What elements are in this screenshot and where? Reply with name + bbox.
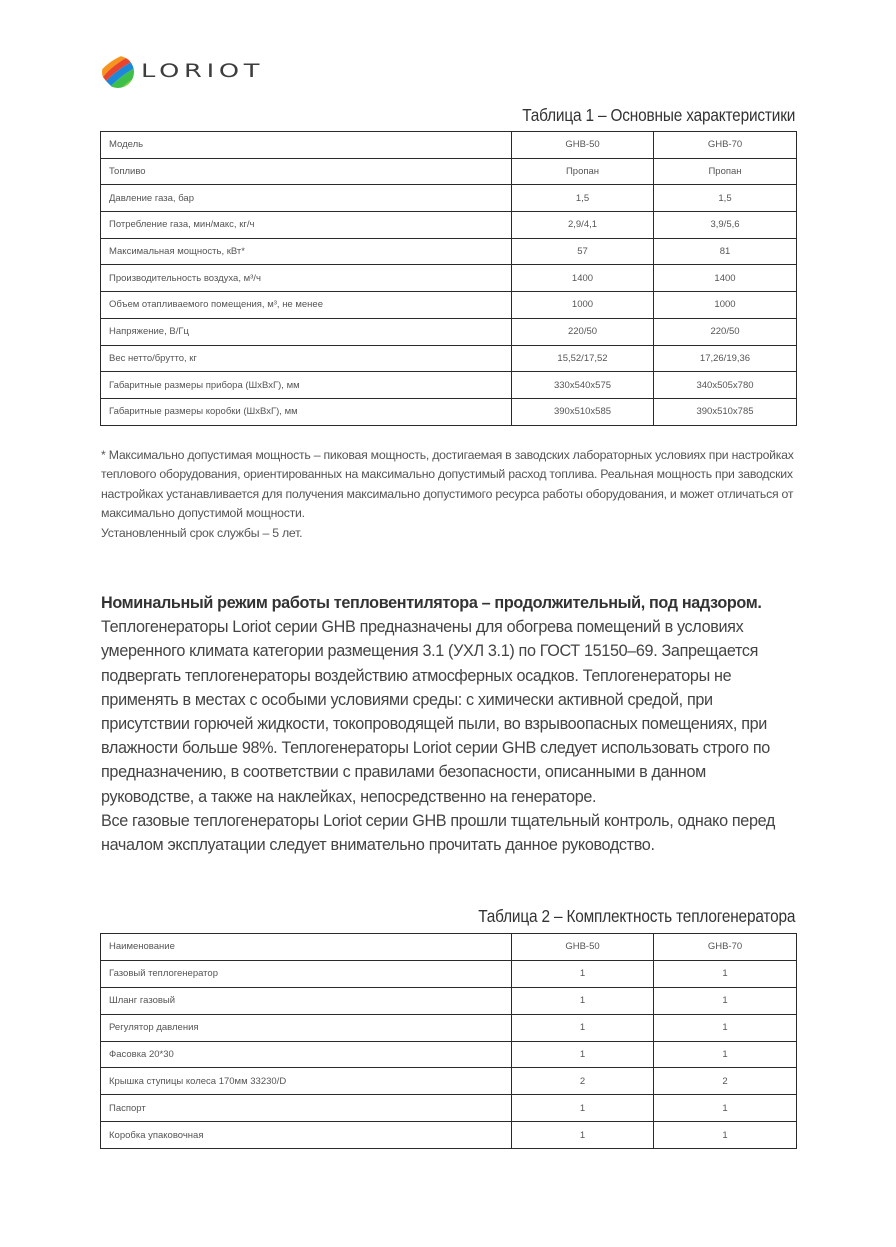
ghb-70-value-cell: Пропан — [654, 158, 797, 185]
footnote — [101, 446, 801, 543]
ghb-50-value-cell: 1000 — [512, 292, 654, 319]
row-label-cell: Производительность воздуха, м³/ч — [101, 265, 512, 292]
ghb-50-value-cell: 57 — [512, 238, 654, 265]
table-row — [101, 960, 797, 987]
ghb-70-value-cell: 1,5 — [654, 185, 797, 212]
table-row — [101, 158, 797, 185]
ghb-50-value-cell: 1400 — [512, 265, 654, 292]
ghb-50-value-cell: 330х540х575 — [512, 372, 654, 399]
table-header-row — [101, 934, 797, 961]
ghb-70-value-cell: 2 — [654, 1068, 797, 1095]
ghb-50-value-cell: 2 — [512, 1068, 654, 1095]
row-label-cell: Крышка ступицы колеса 170мм 33230/D — [101, 1068, 512, 1095]
ghb-50-value-cell: 1 — [512, 1122, 654, 1149]
table-row — [101, 1122, 797, 1149]
table-row — [101, 987, 797, 1014]
table-row — [101, 372, 797, 399]
row-label-cell: Напряжение, В/Гц — [101, 318, 512, 345]
table-row — [101, 238, 797, 265]
ghb-70-value-cell: GHB-70 — [654, 934, 797, 961]
ghb-70-value-cell: 390х510х785 — [654, 398, 797, 425]
table-row — [101, 1014, 797, 1041]
table-row — [101, 185, 797, 212]
row-label-cell: Объем отапливаемого помещения, м³, не менее — [101, 292, 512, 319]
row-label-cell: Давление газа, бар — [101, 185, 512, 212]
table-row — [101, 398, 797, 425]
row-label-cell: Наименование — [101, 934, 512, 961]
row-label-cell: Габаритные размеры коробки (ШхВхГ), мм — [101, 398, 512, 425]
ghb-70-value-cell: 1 — [654, 1041, 797, 1068]
table-row — [101, 292, 797, 319]
ghb-70-value-cell: 220/50 — [654, 318, 797, 345]
row-label-cell: Потребление газа, мин/макс, кг/ч — [101, 212, 512, 239]
ghb-70-value-cell: 1 — [654, 1122, 797, 1149]
specs-table — [100, 131, 797, 426]
ghb-50-value-cell: 220/50 — [512, 318, 654, 345]
row-label-cell: Топливо — [101, 158, 512, 185]
brand-logo — [101, 55, 271, 91]
row-label-cell: Паспорт — [101, 1095, 512, 1122]
globe-stripes-icon — [101, 55, 135, 89]
ghb-70-value-cell: GHB-70 — [654, 132, 797, 159]
ghb-70-value-cell: 1 — [654, 987, 797, 1014]
ghb-70-value-cell: 17,26/19,36 — [654, 345, 797, 372]
row-label-cell: Шланг газовый — [101, 987, 512, 1014]
row-label-cell: Газовый теплогенератор — [101, 960, 512, 987]
row-label-cell: Габаритные размеры прибора (ШхВхГ), мм — [101, 372, 512, 399]
operating-mode-heading: Номинальный режим работы тепловентилятора – продолжительный, под надзором. — [101, 594, 762, 612]
ghb-70-value-cell: 1 — [654, 1014, 797, 1041]
ghb-70-value-cell: 1 — [654, 1095, 797, 1122]
ghb-50-value-cell: 1 — [512, 1014, 654, 1041]
ghb-50-value-cell: 1 — [512, 960, 654, 987]
ghb-50-value-cell: 390х510х585 — [512, 398, 654, 425]
brand-name: LORIOT — [141, 60, 265, 82]
table-row — [101, 265, 797, 292]
footnote-service-life: Установленный срок службы – 5 лет. — [101, 525, 303, 540]
ghb-70-value-cell: 1000 — [654, 292, 797, 319]
table2-caption: Таблица 2 – Комплектность теплогенератора — [477, 906, 795, 926]
description — [101, 591, 801, 857]
footnote-max-power: * Максимально допустимая мощность – пиковая мощность, достигаемая в заводских лабораторных условиях при настройках теплового оборудования, ориентированных на максимально допустимый расход топлива. Реальная мощность при заводских настройках устанавливается для получения максимально допустимого ресурса работы оборудования, и может отличаться от максимально допустимой мощности. — [101, 448, 794, 521]
description-paragraph-1: Теплогенераторы Loriot серии GHB предназначены для обогрева помещений в условиях умеренного климата категории размещения 3.1 (УХЛ 3.1) по ГОСТ 15150–69. Запрещается подвергать теплогенераторы воздействию атмосферных осадков. Теплогенераторы не применять в местах с особыми условиями среды: с химически активной средой, при присутствии горючей жидкости, токопроводящей пыли, во взрывоопасных помещениях, при влажности больше 98%. Теплогенераторы Loriot серии GHB следует использовать строго по предназначению, в соответствии с правилами безопасности, описанными в данном руководстве, а также на наклейках, непосредственно на генераторе. — [101, 618, 770, 806]
ghb-50-value-cell: 1 — [512, 1095, 654, 1122]
ghb-70-value-cell: 1 — [654, 960, 797, 987]
ghb-70-value-cell: 81 — [654, 238, 797, 265]
ghb-50-value-cell: 1,5 — [512, 185, 654, 212]
description-paragraph-2: Все газовые теплогенераторы Loriot серии GHB прошли тщательный контроль, однако перед началом эксплуатации следует внимательно прочитать данное руководство. — [101, 811, 775, 855]
row-label-cell: Фасовка 20*30 — [101, 1041, 512, 1068]
table-row — [101, 1095, 797, 1122]
table1-caption: Таблица 1 – Основные характеристики — [522, 105, 795, 125]
ghb-50-value-cell: GHB-50 — [512, 132, 654, 159]
table-row — [101, 1041, 797, 1068]
ghb-50-value-cell: 1 — [512, 987, 654, 1014]
table-row — [101, 1068, 797, 1095]
row-label-cell: Коробка упаковочная — [101, 1122, 512, 1149]
ghb-50-value-cell: 2,9/4,1 — [512, 212, 654, 239]
row-label-cell: Модель — [101, 132, 512, 159]
ghb-50-value-cell: 15,52/17,52 — [512, 345, 654, 372]
table-row — [101, 318, 797, 345]
ghb-50-value-cell: 1 — [512, 1041, 654, 1068]
ghb-70-value-cell: 1400 — [654, 265, 797, 292]
ghb-70-value-cell: 3,9/5,6 — [654, 212, 797, 239]
ghb-70-value-cell: 340х505х780 — [654, 372, 797, 399]
ghb-50-value-cell: Пропан — [512, 158, 654, 185]
table-row — [101, 345, 797, 372]
row-label-cell: Вес нетто/брутто, кг — [101, 345, 512, 372]
row-label-cell: Максимальная мощность, кВт* — [101, 238, 512, 265]
package-contents-table — [100, 933, 797, 1149]
table-row — [101, 212, 797, 239]
ghb-50-value-cell: GHB-50 — [512, 934, 654, 961]
row-label-cell: Регулятор давления — [101, 1014, 512, 1041]
table-header-row — [101, 132, 797, 159]
